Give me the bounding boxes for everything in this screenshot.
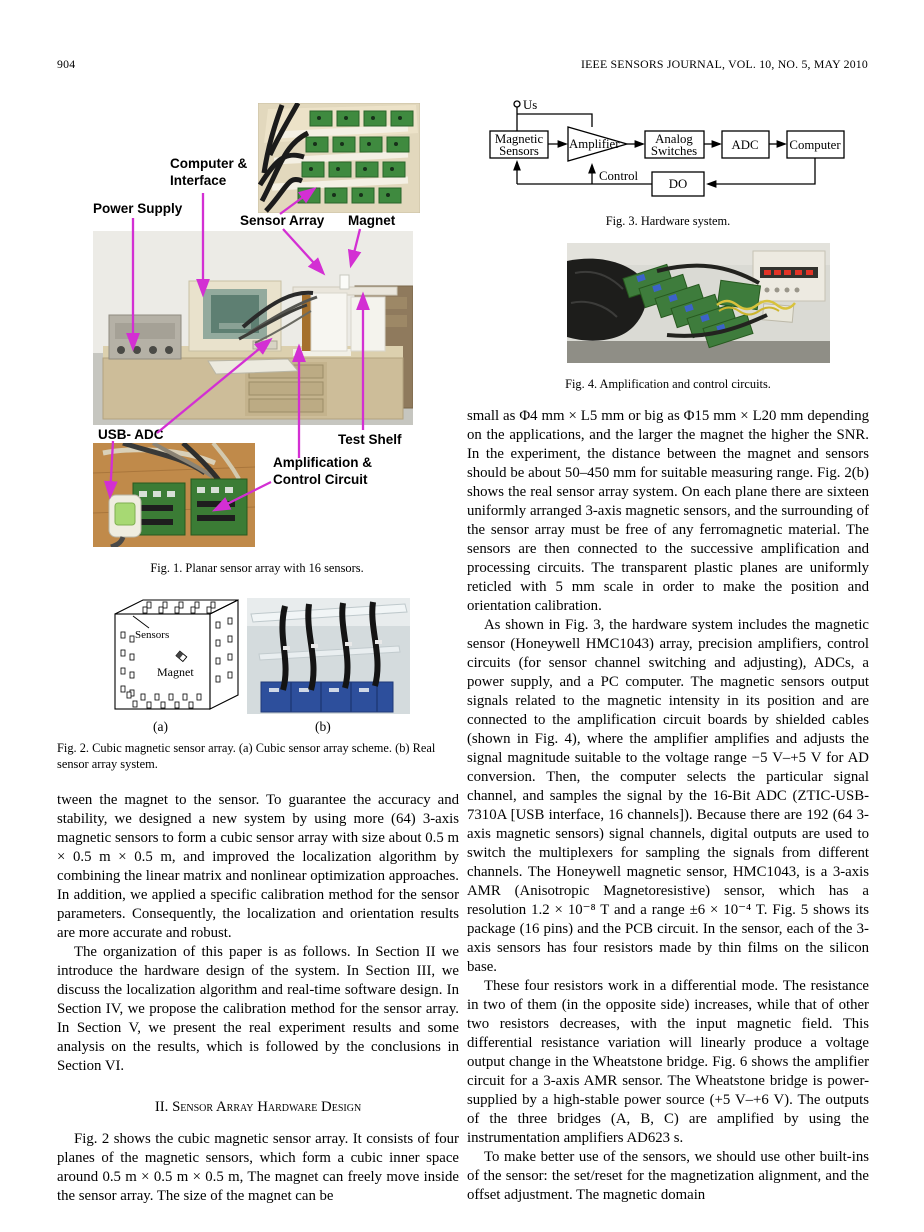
- section-heading-2: II. Sensor Array Hardware Design: [154, 1099, 362, 1115]
- figure-1-caption: Fig. 1. Planar sensor array with 16 sensors.: [150, 561, 364, 575]
- fig1-label-power-supply: Power Supply: [93, 201, 183, 216]
- fig3-control-label: Control: [599, 169, 639, 183]
- fig3-do-label: DO: [668, 177, 688, 191]
- figure-3-diagram: [468, 93, 868, 211]
- fig1-label-test-shelf: Test Shelf: [338, 432, 402, 447]
- fig3-analog-line2: Switches: [650, 144, 698, 158]
- figure-2-caption: Fig. 2. Cubic magnetic sensor array. (a) Cubic sensor array scheme. (b) Real sensor array system.: [57, 741, 436, 771]
- page-number: 904: [57, 57, 76, 71]
- figure-1: [57, 96, 457, 558]
- figure-3-caption: Fig. 3. Hardware system.: [605, 214, 731, 228]
- fig1-photo-system-desk: [93, 231, 413, 425]
- right-column: [467, 407, 869, 1205]
- left-paragraph-1: tween the magnet to the sensor. To guarantee the accuracy and stability, we designed a new system by using more (64) 3-axis magnetic sensors to form a cubic sensor array with size about 0.5 m × 0.5 m × 0.5 m, and improved the localization algorithm by combining the linear matrix and nonlinear optimization approaches. In addition, we applied a specific calibration method for the sensor parameters. Consequently, the localization and orientation results are more accurate and robust.: [57, 792, 459, 941]
- fig1-photo-planar-array: [258, 103, 420, 213]
- fig1-label-computer-interface: Computer & Interface: [170, 156, 248, 188]
- fig2-sublabel-a: (a): [153, 719, 168, 734]
- right-paragraph-4: To make better use of the sensors, we should use other built-ins of the sensor: the set/reset for the magnetization alignment, and the offset adjustment. The magnetic domain: [467, 1149, 869, 1203]
- fig2-photo-real-array: [247, 598, 410, 714]
- right-paragraph-2: As shown in Fig. 3, the hardware system includes the magnetic sensor (Honeywell HMC1043) array, precision amplifiers, control circuits (for sensor channel switching and adjusting), ADCs, a power supply, and a PC computer. The magnetic sensors output signals related to the magnetic intensity in its position and are connected to the amplification circuit boards by shielded cables (shown in Fig. 4), where the amplifier amplifies and adjusts the signal magnitude suitable to the voltage range −5 V–+5 V for AD conversion. Then, the computer selects the particular signal channel, and samples the signal by the 16-Bit ADC (ZTIC-USB-7310A [USB interface, 16 channels]). Because there are 192 (64 3-axis magnetic sensors) signal channels, digital outputs are used to switch the multiplexers for sampling the signals from different channels. The Honeywell magnetic sensor, HMC1043, is a 3-axis AMR (Anisotropic Magnetoresistive) sensor, which has a resolution 1.2 × 10⁻⁸ T and a range ±6 × 10⁻⁴ T. Fig. 5 shows its package (16 pins) and the PCB circuit. In the sensor, each of the 3-axis sensors has four resistors made by thin films on the silicon base.: [467, 617, 869, 975]
- left-paragraph-3: Fig. 2 shows the cubic magnetic sensor array. It consists of four planes of the magnetic sensors, which form a cubic inner space around 0.5 m × 0.5 m × 0.5 m, The magnet can freely move inside the sensor array. The size of the magnet can be: [57, 1131, 459, 1204]
- left-paragraph-2: The organization of this paper is as follows. In Section II we introduce the hardware design of the system. In Section III, we discuss the localization algorithm and real-time software design. In Section IV, we propose the calibration method for the sensor array. In Section V, we present the real experiment results and some analysis on the results, which is followed by the conclusions in Section VI.: [57, 944, 459, 1074]
- fig1-photo-circuits: [93, 443, 255, 547]
- left-column: [57, 791, 459, 1206]
- fig2-scheme-sensors-label: Sensors: [135, 629, 170, 641]
- fig3-adc-label: ADC: [731, 138, 759, 152]
- fig3-magnetic-sensors-line2: Sensors: [499, 144, 539, 158]
- fig1-label-usb-adc: USB- ADC: [98, 427, 164, 442]
- fig2-scheme-magnet-label: Magnet: [157, 665, 194, 679]
- journal-header: IEEE SENSORS JOURNAL, VOL. 10, NO. 5, MAY 2010: [581, 57, 868, 71]
- fig3-analog-line1: Analog: [655, 132, 693, 146]
- fig1-label-magnet: Magnet: [348, 213, 396, 228]
- fig3-amplifier-label: Amplifier: [569, 137, 620, 151]
- fig1-label-sensor-array: Sensor Array: [240, 213, 325, 228]
- figure-2: [57, 592, 457, 738]
- fig3-computer-label: Computer: [789, 138, 841, 152]
- right-paragraph-1: small as Φ4 mm × L5 mm or big as Φ15 mm × L20 mm depending on the applications, and the larger the magnet the higher the SNR. In the experiment, the distance between the magnet and sensors should be about 50–450 mm for suitable measuring range. Fig. 2(b) shows the real sensor array system. On each plane there are sixteen uniformly arranged 3-axis magnetic sensors, and the surrounding of the sensor array must be free of any ferromagnetic material. The sensors are then connected to the successive amplification and processing circuits. The transparent plastic planes are uniformly reticled with 5 mm scale in order to make the position and orientation calibration.: [467, 408, 869, 614]
- fig1-label-amplification-control: Amplification & Control Circuit: [273, 455, 373, 487]
- fig3-magnetic-sensors-line1: Magnetic: [494, 132, 544, 146]
- figure-4-photo: [567, 243, 830, 363]
- fig2-scheme: [97, 594, 247, 718]
- figure-4-caption: Fig. 4. Amplification and control circuits.: [565, 377, 771, 391]
- fig2-sublabel-b: (b): [315, 719, 331, 734]
- right-paragraph-3: These four resistors work in a differential mode. The resistance in two of them (in the opposite side) increases, while that of other two resistors decreases, with the input magnetic field. This differential resistance variation will linearly produce a voltage output change in the Wheatstone bridge. Fig. 6 shows the amplifier circuit for a 3-axis AMR sensor. The Wheatstone bridge is power-supplied by a high-stable power source (+5 V–+6 V). The outputs of the three bridges (A, B, C) are amplified by using the instrumentation amplifiers AD623 s.: [467, 978, 869, 1146]
- fig3-us-label: Us: [523, 98, 538, 112]
